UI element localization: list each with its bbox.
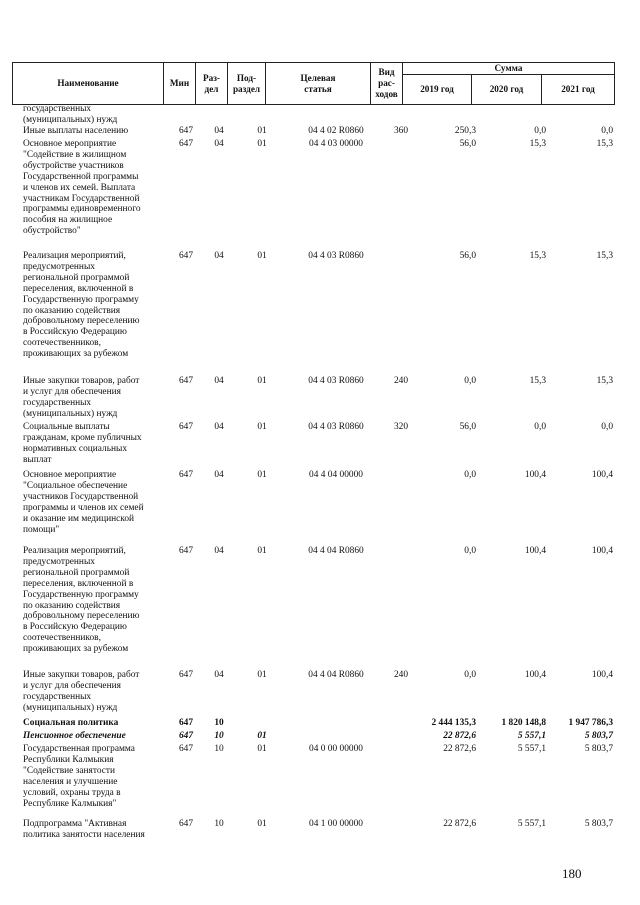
cell-s21: 100,4 xyxy=(591,470,613,480)
cell-name: Социальная политика xyxy=(23,718,119,728)
cell-min: 647 xyxy=(178,546,194,556)
cell-s19: 2 444 135,3 xyxy=(431,718,476,728)
cell-s19: 0,0 xyxy=(464,376,476,386)
cell-name: Реализация мероприятий, предусмотренных региональной программой переселения, включенной в Государственную программу по оказанию содействия добровольному переселению в Российскую Федерацию соотечественников, проживающих за рубежом xyxy=(23,546,140,655)
cell-pod: 01 xyxy=(257,139,267,149)
cell-cel: 04 4 04 00000 xyxy=(309,470,363,480)
cell-min: 647 xyxy=(178,470,194,480)
table-header xyxy=(12,62,615,105)
cell-min: 647 xyxy=(178,718,194,728)
cell-s20: 100,4 xyxy=(524,546,546,556)
cell-s19: 250,3 xyxy=(454,126,476,136)
cell-s19: 22 872,6 xyxy=(443,819,476,829)
cell-pod: 01 xyxy=(257,470,267,480)
cell-s19: 22 872,6 xyxy=(443,744,476,754)
cell-razd: 04 xyxy=(214,470,224,480)
cell-s20: 0,0 xyxy=(534,422,546,432)
header-razdel: Раз- дел xyxy=(196,63,228,105)
cell-s21: 15,3 xyxy=(596,376,613,386)
cell-min: 647 xyxy=(178,819,194,829)
header-podrazdel: Под- раздел xyxy=(228,63,266,105)
cell-razd: 04 xyxy=(214,422,224,432)
cell-s19: 0,0 xyxy=(464,470,476,480)
cell-s20: 1 820 148,8 xyxy=(501,718,546,728)
page-number: 180 xyxy=(562,866,582,881)
cell-pod: 01 xyxy=(257,731,267,741)
cell-pod: 01 xyxy=(257,126,267,136)
header-min: Мин xyxy=(164,63,196,105)
cell-razd: 10 xyxy=(214,731,224,741)
cell-razd: 04 xyxy=(214,126,224,136)
header-summa: Сумма xyxy=(403,63,615,75)
cell-razd: 10 xyxy=(214,718,224,728)
cell-s20: 15,3 xyxy=(529,251,546,261)
cell-s20: 0,0 xyxy=(534,126,546,136)
cell-razd: 04 xyxy=(214,139,224,149)
header-celevaya: Целевая статья xyxy=(266,63,371,105)
header-vid: Вид рас- ходов xyxy=(371,63,403,105)
cell-s19: 56,0 xyxy=(459,251,476,261)
cell-min: 647 xyxy=(178,126,194,136)
cell-s20: 5 557,1 xyxy=(517,819,546,829)
cell-name: Пенсионное обеспечение xyxy=(23,731,126,741)
cell-pod: 01 xyxy=(257,670,267,680)
cell-s21: 0,0 xyxy=(601,126,613,136)
cell-cel: 04 4 03 R0860 xyxy=(308,376,364,386)
cell-pod: 01 xyxy=(257,546,267,556)
cell-s20: 100,4 xyxy=(524,670,546,680)
cell-vid: 240 xyxy=(393,670,409,680)
cell-cel: 04 4 03 00000 xyxy=(309,139,363,149)
cell-s21: 0,0 xyxy=(601,422,613,432)
cell-s21: 5 803,7 xyxy=(584,744,613,754)
cell-min: 647 xyxy=(178,376,194,386)
cell-s21: 5 803,7 xyxy=(584,731,613,741)
cell-s20: 15,3 xyxy=(529,139,546,149)
cell-razd: 04 xyxy=(214,376,224,386)
cell-min: 647 xyxy=(178,251,194,261)
cell-cel: 04 1 00 00000 xyxy=(309,819,363,829)
cell-name: Иные выплаты населению xyxy=(23,126,129,136)
cell-name: Иные закупки товаров, работ и услуг для обеспечения государственных (муниципальных) нужд xyxy=(23,670,140,713)
cell-s21: 5 803,7 xyxy=(584,819,613,829)
cell-name: государственных (муниципальных) нужд xyxy=(23,104,118,125)
cell-cel: 04 4 03 R0860 xyxy=(308,251,364,261)
cell-s21: 100,4 xyxy=(591,670,613,680)
cell-s19: 22 872,6 xyxy=(443,731,476,741)
cell-s20: 100,4 xyxy=(524,470,546,480)
cell-name: Государственная программа Республики Калмыкия "Содействие занятости населения и улучшение условий, охраны труда в Республике Калмыкия" xyxy=(23,744,135,809)
header-name: Наименование xyxy=(13,63,164,105)
cell-s20: 5 557,1 xyxy=(517,744,546,754)
cell-cel: 04 4 02 R0860 xyxy=(308,126,364,136)
cell-min: 647 xyxy=(178,422,194,432)
cell-vid: 360 xyxy=(393,126,409,136)
cell-razd: 04 xyxy=(214,670,224,680)
header-2019: 2019 год xyxy=(403,75,472,105)
cell-name: Основное мероприятие "Содействие в жилищном обустройстве участников Государственной программы и членов их семей. Выплата участникам Государственной программы единовременного пособия на жилищное обустройство" xyxy=(23,139,141,237)
cell-cel: 04 4 04 R0860 xyxy=(308,546,364,556)
cell-razd: 04 xyxy=(214,251,224,261)
cell-s21: 100,4 xyxy=(591,546,613,556)
cell-name: Основное мероприятие "Социальное обеспечение участников Государственной программы и членов их семей и оказание им медицинской помощи" xyxy=(23,470,144,535)
cell-vid: 240 xyxy=(393,376,409,386)
cell-s19: 0,0 xyxy=(464,670,476,680)
cell-cel: 04 4 03 R0860 xyxy=(308,422,364,432)
cell-razd: 10 xyxy=(214,819,224,829)
cell-min: 647 xyxy=(178,731,194,741)
cell-s19: 56,0 xyxy=(459,139,476,149)
cell-name: Подпрограмма "Активная политика занятости населения xyxy=(23,819,145,840)
cell-pod: 01 xyxy=(257,819,267,829)
cell-vid: 320 xyxy=(393,422,409,432)
cell-s20: 5 557,1 xyxy=(517,731,546,741)
cell-razd: 04 xyxy=(214,546,224,556)
cell-pod: 01 xyxy=(257,422,267,432)
cell-pod: 01 xyxy=(257,744,267,754)
cell-pod: 01 xyxy=(257,376,267,386)
cell-razd: 10 xyxy=(214,744,224,754)
cell-name: Социальные выплаты гражданам, кроме публичных нормативных социальных выплат xyxy=(23,422,142,465)
cell-s19: 0,0 xyxy=(464,546,476,556)
cell-pod: 01 xyxy=(257,251,267,261)
cell-min: 647 xyxy=(178,744,194,754)
cell-s21: 1 947 786,3 xyxy=(568,718,613,728)
cell-s19: 56,0 xyxy=(459,422,476,432)
header-2021: 2021 год xyxy=(542,75,615,105)
cell-min: 647 xyxy=(178,670,194,680)
cell-name: Иные закупки товаров, работ и услуг для обеспечения государственных (муниципальных) нужд xyxy=(23,376,140,419)
header-2020: 2020 год xyxy=(472,75,542,105)
cell-cel: 04 0 00 00000 xyxy=(309,744,363,754)
cell-cel: 04 4 04 R0860 xyxy=(308,670,364,680)
cell-s20: 15,3 xyxy=(529,376,546,386)
cell-min: 647 xyxy=(178,139,194,149)
cell-s21: 15,3 xyxy=(596,139,613,149)
cell-s21: 15,3 xyxy=(596,251,613,261)
cell-name: Реализация мероприятий, предусмотренных региональной программой переселения, включенной в Государственную программу по оказанию содействия добровольному переселению в Российскую Федерацию соотечественников, проживающих за рубежом xyxy=(23,251,140,360)
